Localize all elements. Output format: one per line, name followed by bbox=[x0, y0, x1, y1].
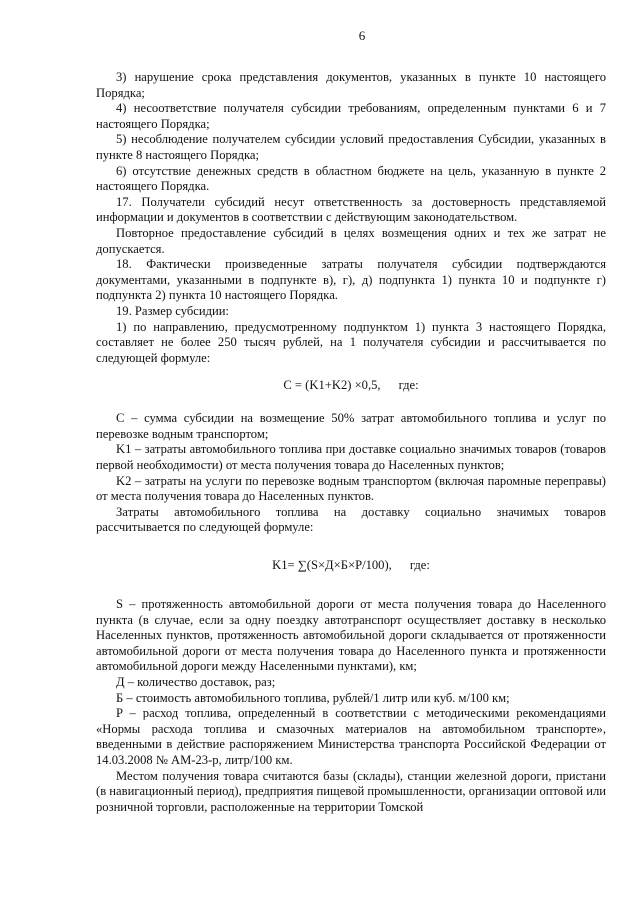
formula-subsidy bbox=[96, 378, 606, 393]
section-bottom bbox=[96, 597, 606, 815]
paragraph: 6) отсутствие денежных средств в областном бюджете на цель, указанную в пункте 2 настоящего Порядка. bbox=[96, 163, 606, 194]
section-top bbox=[96, 70, 606, 366]
paragraph: 19. Размер субсидии: bbox=[116, 303, 229, 318]
paragraph: Д – количество доставок, раз; bbox=[116, 675, 276, 689]
paragraph: 18. Фактически произведенные затраты получателя субсидии подтверждаются документами, указанными в подпункте в), г), д) подпункта 1) пункта 10 и подпункте г) подпункта 2) пункта 10 настоящего Порядка. bbox=[96, 257, 606, 303]
page-number: 6 bbox=[358, 28, 366, 43]
paragraph: C – сумма субсидии на возмещение 50% затрат автомобильного топлива и услуг по перевозке водным транспортом; bbox=[96, 411, 606, 441]
section-mid bbox=[96, 411, 606, 536]
formula-expression: C = (K1+K2) ×0,5, bbox=[283, 378, 381, 393]
paragraph: Повторное предоставление субсидий в целях возмещения одних и тех же затрат не допускается. bbox=[96, 225, 606, 256]
paragraph: 1) по направлению, предусмотренному подпунктом 1) пункта 3 настоящего Порядка, составляет не более 250 тысяч рублей, на 1 получателя субсидии и рассчитывается по следующей формуле: bbox=[96, 319, 606, 365]
paragraph: K2 – затраты на услуги по перевозке водным транспортом (включая паромные переправы) от места получения товара до Населенных пунктов. bbox=[96, 473, 606, 504]
formula-expression: K1= ∑(S×Д×Б×P/100), bbox=[272, 558, 392, 573]
paragraph: Затраты автомобильного топлива на доставку социально значимых товаров рассчитывается по следующей формуле: bbox=[96, 504, 606, 535]
formula-where: где: bbox=[398, 378, 419, 393]
paragraph: 17. Получатели субсидий несут ответственность за достоверность представляемой информации и документов в соответствии с действующим законодательством. bbox=[96, 194, 606, 225]
paragraph: 5) несоблюдение получателем субсидии условий предоставления Субсидии, указанных в пункте 8 настоящего Порядка; bbox=[96, 132, 606, 162]
paragraph: S – протяженность автомобильной дороги от места получения товара до Населенного пункта (в случае, если за одну поездку автотранспорт осуществляет доставку в несколько Населенных пунктов, протяженность автомобильной дороги складывается от протяженности автомобильной дороги от места получения товара до Населенного пункта и протяженности автомобильной дороги между Населенными пунктами), км; bbox=[96, 597, 606, 674]
paragraph: K1 – затраты автомобильного топлива при доставке социально значимых товаров (товаров первой необходимости) от места получения товара до Населенных пунктов; bbox=[96, 442, 606, 473]
paragraph: Местом получения товара считаются базы (склады), станции железной дороги, пристани (в навигационный период), предприятия пищевой промышленности, организации оптовой или розничной торговли, расположенные на территории Томской bbox=[96, 768, 606, 814]
paragraph: P – расход топлива, определенный в соответствии с методическими рекомендациями «Нормы расхода топлива и смазочных материалов на автомобильном транспорте», введенными в действие распоряжением Министерства транспорта Российской Федерации от 14.03.2008 № АМ-23-р, литр/100 км. bbox=[96, 706, 606, 767]
formula-where: где: bbox=[409, 558, 430, 573]
paragraph: 4) несоответствие получателя субсидии требованиям, определенным пунктами 6 и 7 настоящего Порядка; bbox=[96, 101, 606, 131]
paragraph: Б – стоимость автомобильного топлива, рублей/1 литр или куб. м/100 км; bbox=[116, 690, 510, 705]
formula-fuel-cost bbox=[96, 558, 606, 573]
paragraph: 3) нарушение срока представления документов, указанных в пункте 10 настоящего Порядка; bbox=[96, 70, 606, 100]
